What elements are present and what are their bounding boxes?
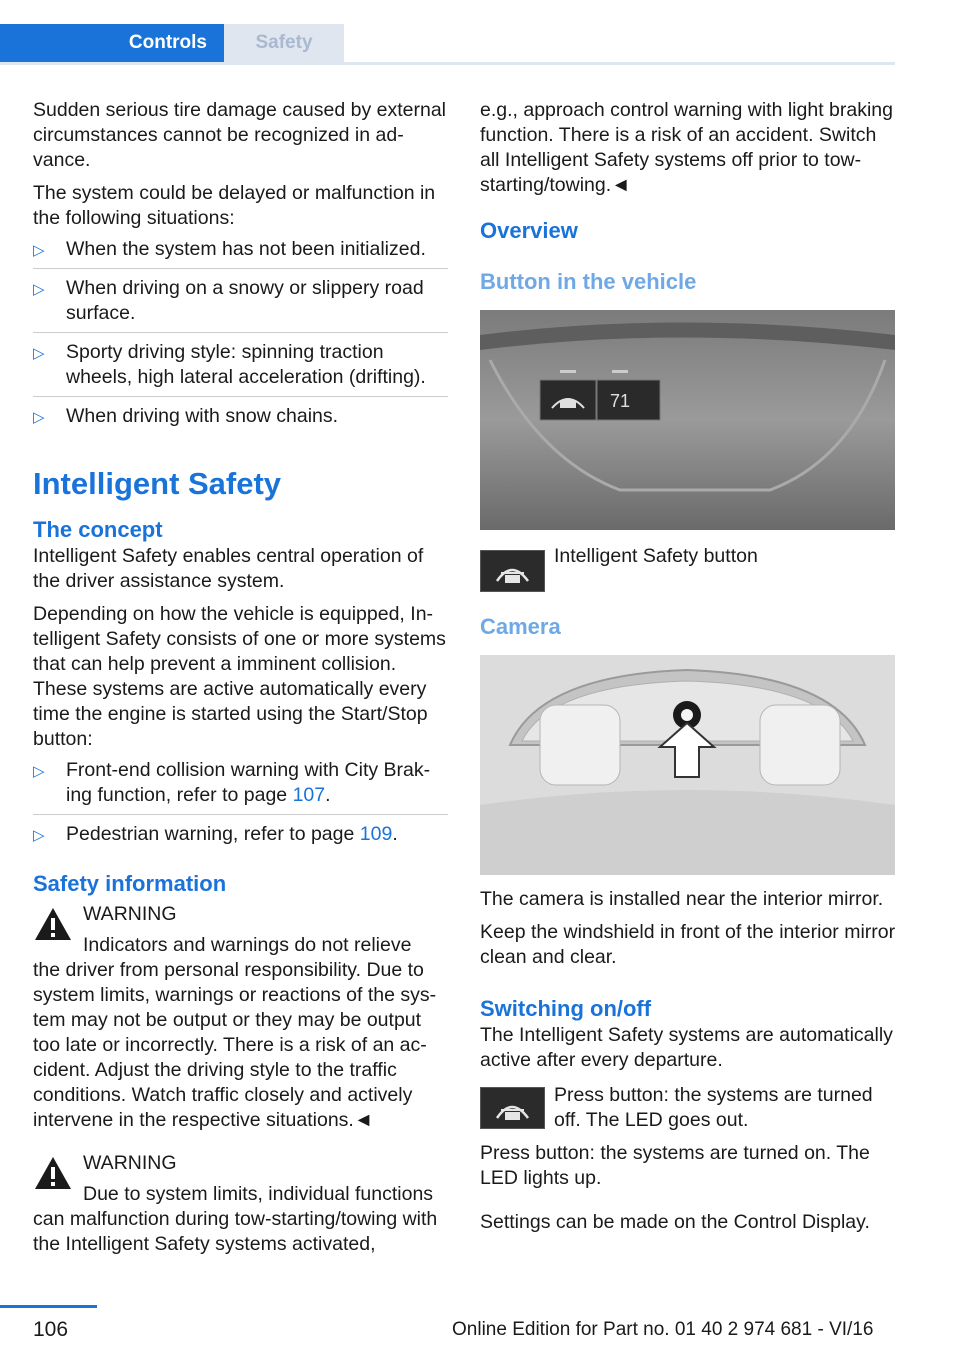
warning-block-1 xyxy=(33,902,448,1133)
triangle-bullet-icon: ▷ xyxy=(33,763,45,780)
list-item xyxy=(33,758,448,815)
switch-off-row xyxy=(480,1083,896,1133)
heading-intelligent-safety: Intelligent Safety xyxy=(33,466,282,501)
list-item-text: Front-end collision warning with City Braking function, refer to page xyxy=(66,759,431,806)
paragraph-concept-2: Depending on how the vehicle is equipped, Intelligent Safety consists of one or more systems that can help prevent a imminent collision. These systems are active automatically every time the engine is started using the Start/Stop button: xyxy=(33,603,446,750)
paragraph-camera-location: The camera is installed near the interior mirror. xyxy=(480,888,884,910)
list-item xyxy=(33,276,448,333)
warning-text-rest: the driver from personal responsibility. Due to system limits, warnings or reactions of the system may not be output or they may be output too late or incorrectly. There is a risk of an accident. Adjust the driving style to the traffic conditions. Watch traffic closely and actively intervene in the respective situations.◄ xyxy=(33,959,437,1131)
triangle-bullet-icon: ▷ xyxy=(33,281,45,298)
tab-controls[interactable] xyxy=(0,24,224,62)
list-item xyxy=(33,340,448,397)
page-link-109[interactable]: 109 xyxy=(359,823,393,845)
page-link-107[interactable]: 107 xyxy=(292,784,326,806)
heading-overview: Overview xyxy=(480,218,578,243)
list-item-text: Sporty driving style: spinning traction wheels, high lateral acceleration (drifting). xyxy=(66,341,426,388)
paragraph-settings: Settings can be made on the Control Display. xyxy=(480,1211,870,1233)
button-caption-row xyxy=(480,544,896,586)
heading-button-in-vehicle: Button in the vehicle xyxy=(480,269,697,294)
list-item-text: When driving with snow chains. xyxy=(66,405,339,427)
situation-list xyxy=(33,237,448,435)
list-item-text: When the system has not been initialized. xyxy=(66,238,426,260)
edition-text: Online Edition for Part no. 01 40 2 974 681 - VI/16 xyxy=(452,1319,874,1340)
paragraph-continued-warning: e.g., approach control warning with light braking function. There is a risk of an accident. Switch all Intelligent Safety systems off prior to tow-starting/towing.◄ xyxy=(480,99,893,196)
list-item-end: . xyxy=(392,823,398,845)
warning-label: WARNING xyxy=(83,903,177,925)
camera-photo xyxy=(480,655,895,875)
list-item-text: When driving on a snowy or slippery road surface. xyxy=(66,277,424,324)
button-caption: Intelligent Safety button xyxy=(554,545,758,567)
left-column xyxy=(33,98,448,1257)
list-item xyxy=(33,822,448,853)
paragraph-switch-on: Press button: the systems are turned on. The LED lights up. xyxy=(480,1142,870,1189)
warning-text-first: Due to system limits, individual functions xyxy=(83,1183,434,1205)
svg-text:71: 71 xyxy=(610,391,631,411)
heading-camera: Camera xyxy=(480,614,561,639)
intelligent-safety-button-icon xyxy=(480,1087,545,1129)
intelligent-safety-button-icon xyxy=(480,550,545,592)
right-column xyxy=(480,98,896,1235)
triangle-bullet-icon: ▷ xyxy=(33,827,45,844)
paragraph-concept-1: Intelligent Safety enables central operation of the driver assistance system. xyxy=(33,545,424,592)
roof-console-image xyxy=(480,310,895,530)
triangle-bullet-icon: ▷ xyxy=(33,242,45,259)
tab-controls-label: Controls xyxy=(128,32,207,53)
switch-off-text: Press button: the systems are turned off. The LED goes out. xyxy=(554,1084,873,1131)
tab-safety[interactable] xyxy=(224,24,344,62)
tab-safety-label: Safety xyxy=(255,32,313,53)
warning-triangle-icon xyxy=(33,1155,73,1191)
triangle-bullet-icon: ▷ xyxy=(33,345,45,362)
list-item xyxy=(33,237,448,269)
systems-list xyxy=(33,758,448,853)
heading-the-concept: The concept xyxy=(33,517,163,542)
paragraph-system-delayed: The system could be delayed or malfunction in the following situations: xyxy=(33,182,436,229)
list-item-end: . xyxy=(325,784,331,806)
warning-label: WARNING xyxy=(83,1152,177,1174)
paragraph-tire-damage: Sudden serious tire damage caused by external circumstances cannot be recognized in advance. xyxy=(33,99,447,171)
list-item-text: Pedestrian warning, refer to page xyxy=(66,823,360,845)
page-number: 106 xyxy=(33,1318,69,1341)
heading-switching-on-off: Switching on/off xyxy=(480,996,652,1021)
triangle-bullet-icon: ▷ xyxy=(33,409,45,426)
windshield-camera-image xyxy=(480,655,895,875)
footer-accent-line xyxy=(0,1305,97,1308)
warning-text-rest: can malfunction during tow-starting/towing with the Intelligent Safety systems activated, xyxy=(33,1208,438,1255)
warning-block-2 xyxy=(33,1151,448,1257)
header-tabbar xyxy=(0,24,895,65)
paragraph-switch-auto: The Intelligent Safety systems are automatically active after every departure. xyxy=(480,1024,893,1071)
button-photo xyxy=(480,310,895,530)
paragraph-camera-clean: Keep the windshield in front of the interior mirror clean and clear. xyxy=(480,921,896,968)
warning-text-first: Indicators and warnings do not relieve xyxy=(83,934,412,956)
heading-safety-information: Safety information xyxy=(33,871,227,896)
warning-triangle-icon xyxy=(33,906,73,942)
list-item xyxy=(33,404,448,435)
